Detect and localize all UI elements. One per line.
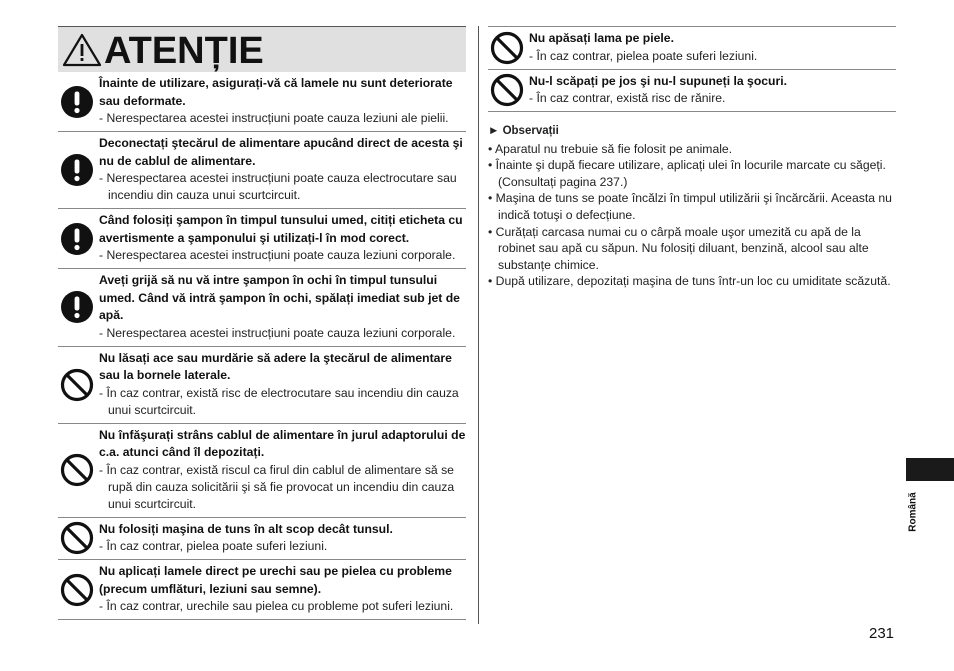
caution-heading: Când folosiți şampon în timpul tunsului umed, citiți eticheta cu avertismente a şamponului şi utilizați-l în mod corect. — [99, 213, 463, 245]
caution-note: - În caz contrar, există risc de rănire. — [529, 91, 726, 105]
prohibited-icon — [490, 73, 524, 107]
caution-heading: Aveți grijă să nu vă intre şampon în ochi în timpul tunsului umed. Când vă intră şampon în ochi, spălați imediat sub jet de apă. — [99, 273, 460, 322]
caution-note: - În caz contrar, urechile sau pielea cu probleme pot suferi leziuni. — [99, 599, 454, 613]
caution-heading: Nu folosiți maşina de tuns în alt scop decât tunsul. — [99, 521, 393, 536]
mandatory-icon — [60, 153, 94, 187]
observations-section — [488, 123, 900, 290]
caution-note: - Nerespectarea acestei instrucțiuni poate cauza electrocutare sau incendiu din cauza unui scurtcircuit. — [99, 171, 457, 202]
observation-item: • Maşina de tuns se poate încălzi în timpul utilizării şi încărcării. Aceasta nu indică totuşi o defecțiune. — [488, 191, 892, 222]
caution-item — [58, 132, 466, 209]
caution-heading: Nu aplicați lamele direct pe urechi sau pe pielea cu probleme (precum umflături, leziuni sau semne). — [99, 564, 452, 596]
caution-item — [58, 518, 466, 561]
caution-item — [58, 72, 466, 132]
caution-header — [58, 26, 466, 72]
mandatory-icon — [60, 85, 94, 119]
prohibited-icon — [60, 453, 94, 487]
caution-note: - În caz contrar, pielea poate suferi leziuni. — [99, 539, 328, 553]
caution-heading: Nu înfăşurați strâns cablul de alimentare în jurul adaptorului de c.a. atunci când îl depozitați. — [99, 427, 466, 459]
observation-item: • Înainte şi după fiecare utilizare, aplicați ulei în locurile marcate cu săgeți. (Consultați pagina 237.) — [488, 158, 886, 189]
page-title: ATENȚIE — [104, 30, 264, 72]
left-caution-list — [58, 72, 466, 620]
caution-heading: Nu lăsați ace sau murdărie să adere la ştecărul de alimentare sau la bornele laterale. — [99, 350, 452, 382]
caution-item — [488, 26, 896, 70]
caution-heading: Deconectați ştecărul de alimentare apucând direct de acesta şi nu de cablul de alimentare. — [99, 136, 463, 168]
caution-note: - În caz contrar, există riscul ca firul din cablul de alimentare să se rupă din cauza solicitării şi să fie provocat un incendiu din cauza unui scurtcircuit. — [99, 462, 455, 511]
column-divider — [478, 26, 479, 624]
caution-item — [58, 209, 466, 269]
caution-note: - În caz contrar, pielea poate suferi leziuni. — [529, 48, 758, 63]
caution-item — [58, 347, 466, 424]
observation-item: • Aparatul nu trebuie să fie folosit pe animale. — [488, 141, 733, 156]
prohibited-icon — [60, 573, 94, 607]
caution-item — [58, 560, 466, 620]
prohibited-icon — [490, 31, 524, 65]
warning-triangle-icon — [62, 33, 102, 67]
language-tab — [906, 458, 954, 481]
caution-item — [488, 70, 896, 113]
caution-item — [58, 424, 466, 518]
mandatory-icon — [60, 222, 94, 256]
page-number: 231 — [869, 625, 895, 642]
observations-header: ► Observații — [488, 125, 559, 137]
caution-note: - Nerespectarea acestei instrucțiuni poate cauza leziuni ale pielii. — [99, 111, 449, 125]
prohibited-icon — [60, 368, 94, 402]
caution-heading: Nu apăsați lama pe piele. — [529, 31, 674, 45]
caution-item — [58, 269, 466, 347]
language-label: Română — [907, 492, 919, 532]
caution-heading: Nu-l scăpați pe jos şi nu-l supuneți la şocuri. — [529, 73, 788, 88]
caution-note: - Nerespectarea acestei instrucțiuni poate cauza leziuni corporale. — [99, 325, 456, 340]
caution-note: - În caz contrar, există risc de electrocutare sau incendiu din cauza unui scurtcircuit. — [99, 385, 459, 417]
caution-note: - Nerespectarea acestei instrucțiuni poate cauza leziuni corporale. — [99, 248, 456, 262]
mandatory-icon — [60, 290, 94, 324]
prohibited-icon — [60, 521, 94, 555]
caution-heading: Înainte de utilizare, asigurați-vă că lamele nu sunt deteriorate sau deformate. — [99, 76, 453, 108]
right-caution-list — [488, 26, 896, 112]
observation-item: • După utilizare, depozitați maşina de tuns într-un loc cu umiditate scăzută. — [488, 274, 891, 289]
observation-item: • Curățați carcasa numai cu o cârpă moale uşor umezită cu apă de la robinet sau apă cu săpun. Nu folosiți diluant, benzină, alcool sau alte substanțe chimice. — [488, 224, 869, 272]
